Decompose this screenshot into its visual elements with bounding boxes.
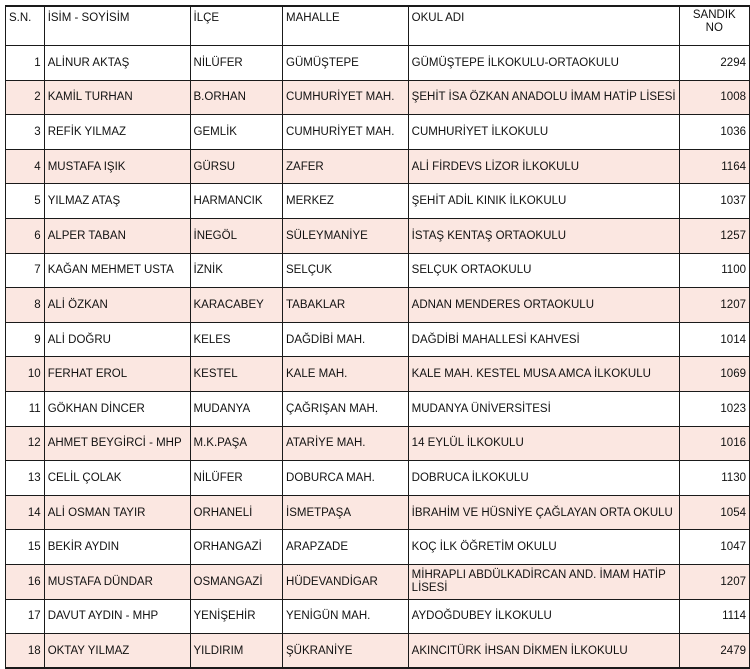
cell-neighborhood: TABAKLAR <box>283 288 409 323</box>
cell-district: GÜRSU <box>190 149 283 184</box>
cell-district: OSMANGAZİ <box>190 564 283 599</box>
cell-district: İNEGÖL <box>190 218 283 253</box>
cell-ballot-box-no: 1207 <box>679 288 749 323</box>
cell-name: MUSTAFA DÜNDAR <box>44 564 190 599</box>
cell-school: DAĞDİBİ MAHALLESİ KAHVESİ <box>408 322 679 357</box>
cell-neighborhood: ARAPZADE <box>283 530 409 565</box>
cell-sn: 7 <box>6 253 45 288</box>
table-row <box>6 149 750 184</box>
cell-name: ALİ OSMAN TAYIR <box>44 495 190 530</box>
cell-name: KAMİL TURHAN <box>44 80 190 115</box>
cell-neighborhood: CUMHURİYET MAH. <box>283 80 409 115</box>
cell-neighborhood: ZAFER <box>283 149 409 184</box>
cell-school: CUMHURİYET İLKOKULU <box>408 115 679 150</box>
cell-name: REFİK YILMAZ <box>44 115 190 150</box>
cell-name: ALİNUR AKTAŞ <box>44 46 190 81</box>
table-row <box>6 288 750 323</box>
cell-name: ALPER TABAN <box>44 218 190 253</box>
cell-neighborhood: DAĞDİBİ MAH. <box>283 322 409 357</box>
cell-school: 14 EYLÜL İLKOKULU <box>408 426 679 461</box>
table-row <box>6 357 750 392</box>
cell-school: MUDANYA ÜNİVERSİTESİ <box>408 391 679 426</box>
table-row <box>6 634 750 669</box>
table-row <box>6 322 750 357</box>
cell-school: ALİ FİRDEVS LİZOR İLKOKULU <box>408 149 679 184</box>
cell-neighborhood: ÇAĞRIŞAN MAH. <box>283 391 409 426</box>
ballot-box-table <box>5 5 750 669</box>
cell-school: ŞEHİT İSA ÖZKAN ANADOLU İMAM HATİP LİSESİ <box>408 80 679 115</box>
cell-school: AYDOĞDUBEY İLKOKULU <box>408 599 679 634</box>
cell-school: MİHRAPLI ABDÜLKADİRCAN AND. İMAM HATİP LİSESİ <box>408 564 679 599</box>
cell-sn: 11 <box>6 391 45 426</box>
cell-sn: 6 <box>6 218 45 253</box>
cell-district: ORHANGAZİ <box>190 530 283 565</box>
cell-ballot-box-no: 1100 <box>679 253 749 288</box>
cell-school: DOBRUCA İLKOKULU <box>408 461 679 496</box>
cell-sn: 5 <box>6 184 45 219</box>
cell-district: KARACABEY <box>190 288 283 323</box>
table-row <box>6 599 750 634</box>
cell-district: MUDANYA <box>190 391 283 426</box>
cell-district: KESTEL <box>190 357 283 392</box>
cell-name: BEKİR AYDIN <box>44 530 190 565</box>
table-row <box>6 184 750 219</box>
cell-district: M.K.PAŞA <box>190 426 283 461</box>
cell-neighborhood: GÜMÜŞTEPE <box>283 46 409 81</box>
cell-district: YILDIRIM <box>190 634 283 669</box>
table-row <box>6 46 750 81</box>
cell-ballot-box-no: 1114 <box>679 599 749 634</box>
cell-sn: 1 <box>6 46 45 81</box>
cell-ballot-box-no: 1164 <box>679 149 749 184</box>
cell-school: ADNAN MENDERES ORTAOKULU <box>408 288 679 323</box>
cell-neighborhood: YENİGÜN MAH. <box>283 599 409 634</box>
cell-name: AHMET BEYGİRCİ - MHP <box>44 426 190 461</box>
cell-school: İSTAŞ KENTAŞ ORTAOKULU <box>408 218 679 253</box>
cell-name: DAVUT AYDIN - MHP <box>44 599 190 634</box>
cell-district: NİLÜFER <box>190 46 283 81</box>
cell-sn: 4 <box>6 149 45 184</box>
cell-ballot-box-no: 1036 <box>679 115 749 150</box>
cell-name: OKTAY YILMAZ <box>44 634 190 669</box>
cell-name: CELİL ÇOLAK <box>44 461 190 496</box>
header-ballot-box-line2: NO <box>705 22 723 34</box>
cell-district: GEMLİK <box>190 115 283 150</box>
cell-ballot-box-no: 1257 <box>679 218 749 253</box>
cell-neighborhood: ATARİYE MAH. <box>283 426 409 461</box>
cell-sn: 2 <box>6 80 45 115</box>
cell-ballot-box-no: 1014 <box>679 322 749 357</box>
cell-name: MUSTAFA IŞIK <box>44 149 190 184</box>
cell-sn: 18 <box>6 634 45 669</box>
cell-school: SELÇUK ORTAOKULU <box>408 253 679 288</box>
cell-district: ORHANELİ <box>190 495 283 530</box>
cell-neighborhood: MERKEZ <box>283 184 409 219</box>
table-row <box>6 80 750 115</box>
cell-sn: 15 <box>6 530 45 565</box>
cell-sn: 3 <box>6 115 45 150</box>
header-sn: S.N. <box>6 6 45 46</box>
table-row <box>6 461 750 496</box>
cell-name: FERHAT EROL <box>44 357 190 392</box>
table-row <box>6 530 750 565</box>
table-row <box>6 218 750 253</box>
cell-ballot-box-no: 1069 <box>679 357 749 392</box>
table-body <box>6 46 750 669</box>
cell-name: KAĞAN MEHMET USTA <box>44 253 190 288</box>
cell-sn: 16 <box>6 564 45 599</box>
header-ballot-box-no <box>679 6 749 46</box>
header-name: İSİM - SOYİSİM <box>44 6 190 46</box>
cell-school: GÜMÜŞTEPE İLKOKULU-ORTAOKULU <box>408 46 679 81</box>
table-row <box>6 426 750 461</box>
cell-sn: 13 <box>6 461 45 496</box>
cell-ballot-box-no: 1207 <box>679 564 749 599</box>
cell-district: İZNİK <box>190 253 283 288</box>
cell-name: ALİ ÖZKAN <box>44 288 190 323</box>
cell-district: YENİŞEHİR <box>190 599 283 634</box>
cell-district: KELES <box>190 322 283 357</box>
cell-name: GÖKHAN DİNCER <box>44 391 190 426</box>
cell-neighborhood: DOBURCA MAH. <box>283 461 409 496</box>
cell-neighborhood: İSMETPAŞA <box>283 495 409 530</box>
cell-ballot-box-no: 1054 <box>679 495 749 530</box>
cell-district: NİLÜFER <box>190 461 283 496</box>
table-row <box>6 391 750 426</box>
table-row <box>6 115 750 150</box>
header-ballot-box-line1: SANDIK <box>692 9 736 21</box>
cell-ballot-box-no: 1016 <box>679 426 749 461</box>
header-row <box>6 6 750 46</box>
cell-neighborhood: ŞÜKRANİYE <box>283 634 409 669</box>
cell-ballot-box-no: 2294 <box>679 46 749 81</box>
table-row <box>6 564 750 599</box>
table-row <box>6 253 750 288</box>
cell-name: ALİ DOĞRU <box>44 322 190 357</box>
cell-sn: 12 <box>6 426 45 461</box>
header-district: İLÇE <box>190 6 283 46</box>
table-row <box>6 495 750 530</box>
cell-neighborhood: HÜDEVANDİGAR <box>283 564 409 599</box>
cell-ballot-box-no: 1047 <box>679 530 749 565</box>
cell-neighborhood: KALE MAH. <box>283 357 409 392</box>
cell-district: HARMANCIK <box>190 184 283 219</box>
cell-school: KOÇ İLK ÖĞRETİM OKULU <box>408 530 679 565</box>
cell-school: İBRAHİM VE HÜSNİYE ÇAĞLAYAN ORTA OKULU <box>408 495 679 530</box>
cell-ballot-box-no: 1023 <box>679 391 749 426</box>
cell-school: KALE MAH. KESTEL MUSA AMCA İLKOKULU <box>408 357 679 392</box>
cell-neighborhood: CUMHURİYET MAH. <box>283 115 409 150</box>
cell-ballot-box-no: 1008 <box>679 80 749 115</box>
cell-ballot-box-no: 1130 <box>679 461 749 496</box>
header-neighborhood: MAHALLE <box>283 6 409 46</box>
cell-school: AKINCITÜRK İHSAN DİKMEN İLKOKULU <box>408 634 679 669</box>
cell-ballot-box-no: 1037 <box>679 184 749 219</box>
cell-name: YILMAZ ATAŞ <box>44 184 190 219</box>
header-school: OKUL ADI <box>408 6 679 46</box>
cell-ballot-box-no: 2479 <box>679 634 749 669</box>
table-header <box>6 6 750 46</box>
cell-sn: 17 <box>6 599 45 634</box>
cell-sn: 8 <box>6 288 45 323</box>
cell-school: ŞEHİT ADİL KINIK İLKOKULU <box>408 184 679 219</box>
cell-district: B.ORHAN <box>190 80 283 115</box>
cell-sn: 9 <box>6 322 45 357</box>
cell-sn: 10 <box>6 357 45 392</box>
cell-sn: 14 <box>6 495 45 530</box>
cell-neighborhood: SELÇUK <box>283 253 409 288</box>
cell-neighborhood: SÜLEYMANİYE <box>283 218 409 253</box>
